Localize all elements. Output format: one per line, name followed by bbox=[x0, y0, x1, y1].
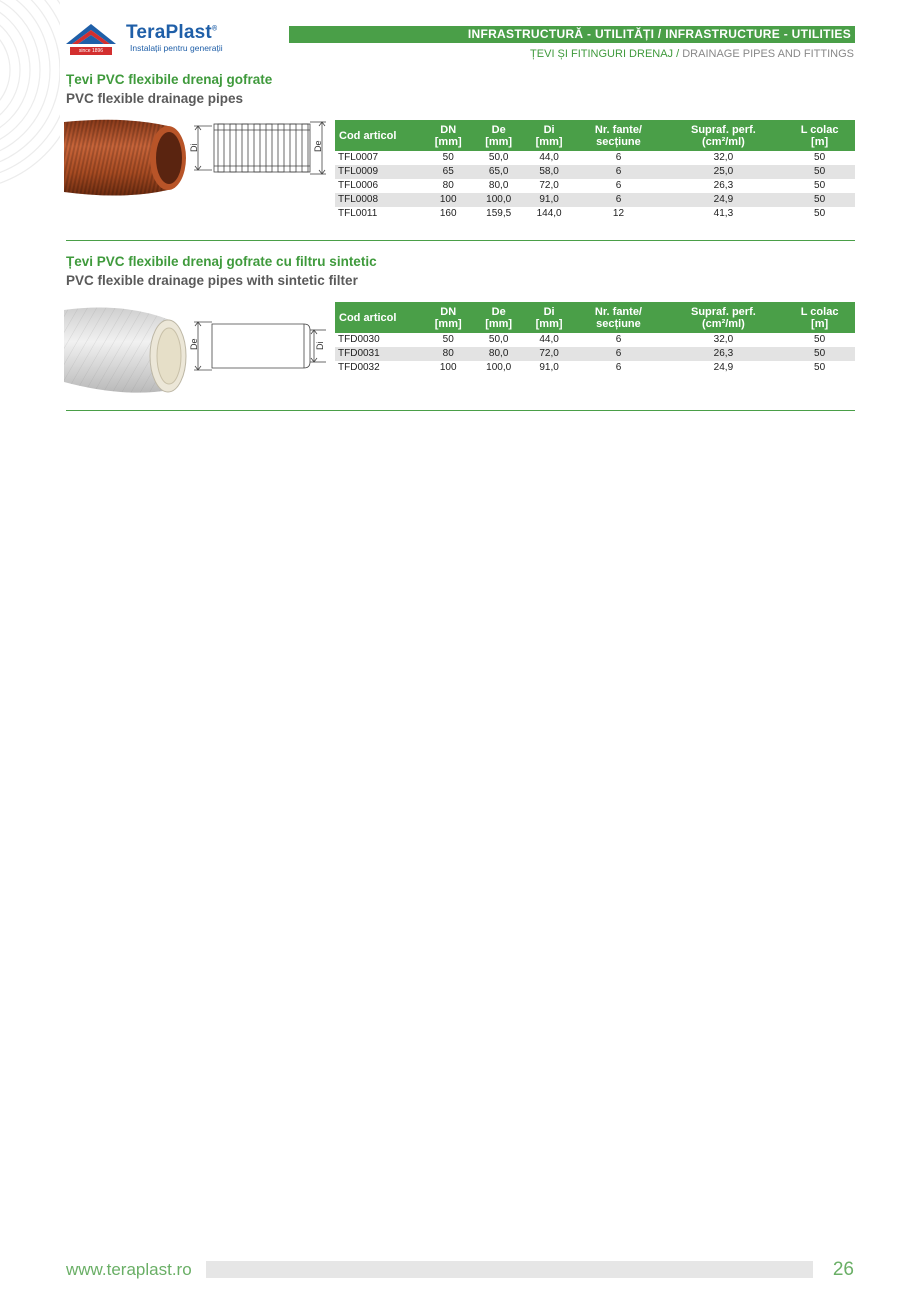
table-cell: 50 bbox=[814, 152, 826, 163]
drawing-label-di: Di bbox=[315, 341, 325, 350]
spec-table-section-1 bbox=[335, 120, 855, 221]
table-cell: 12 bbox=[612, 208, 625, 219]
table-cell: 50,0 bbox=[488, 152, 509, 163]
table-cell: 80 bbox=[423, 347, 473, 361]
footer-bar bbox=[206, 1261, 813, 1278]
table-cell: TFL0006 bbox=[338, 180, 379, 191]
table-header-cell: De [mm] bbox=[473, 120, 523, 151]
logo-tagline: Instalații pentru generații bbox=[130, 43, 223, 53]
table-cell: 44,0 bbox=[539, 334, 559, 345]
filter-pipe-photo bbox=[64, 300, 188, 396]
table-row bbox=[335, 193, 855, 207]
table-cell: 50 bbox=[814, 362, 826, 373]
table-cell: 50 bbox=[784, 165, 855, 179]
table-cell: 6 bbox=[615, 180, 622, 191]
table-header-cell: DN [mm] bbox=[423, 120, 473, 151]
table-cell: 26,3 bbox=[713, 180, 734, 191]
section-2-title-ro: Țevi PVC flexibile drenaj gofrate cu filtru sintetic bbox=[66, 254, 377, 269]
table-row bbox=[335, 151, 855, 165]
table-cell: 65,0 bbox=[473, 165, 523, 179]
table-cell: TFD0032 bbox=[338, 362, 380, 373]
table-header-cell: L colac [m] bbox=[784, 120, 855, 151]
table-cell: 100 bbox=[423, 193, 473, 207]
table-cell: 50 bbox=[814, 208, 826, 219]
table-cell: 41,3 bbox=[713, 208, 734, 219]
pipe-section-drawing bbox=[186, 120, 332, 176]
drawing-label-de: De bbox=[313, 140, 323, 152]
table-cell: 50 bbox=[814, 180, 826, 191]
table-cell: 160 bbox=[439, 208, 457, 219]
table-header-cell: DN [mm] bbox=[423, 302, 473, 333]
table-cell: 26,3 bbox=[663, 347, 785, 361]
category-title: INFRASTRUCTURĂ - UTILITĂȚI / INFRASTRUCTURE - UTILITIES bbox=[467, 27, 851, 41]
section-1-title-en: PVC flexible drainage pipes bbox=[66, 91, 244, 106]
table-header-cell: Cod articol bbox=[335, 302, 423, 333]
table-row bbox=[335, 361, 855, 375]
table-cell: 100,0 bbox=[473, 193, 523, 207]
table-cell: 24,9 bbox=[663, 193, 785, 207]
logo-since-badge: since 1896 bbox=[70, 47, 112, 55]
table-header-cell: L colac [m] bbox=[784, 302, 855, 333]
table-header-cell: Cod articol bbox=[335, 120, 423, 151]
section-2-title-en: PVC flexible drainage pipes with sintetic filter bbox=[66, 273, 358, 288]
table-cell: 72,0 bbox=[539, 180, 559, 191]
corrugated-pipe-photo bbox=[64, 116, 188, 198]
table-cell: 6 bbox=[574, 347, 662, 361]
table-cell: TFD0031 bbox=[335, 347, 423, 361]
spec-table-section-2 bbox=[335, 302, 855, 375]
table-cell: 91,0 bbox=[539, 362, 559, 373]
table-cell: 6 bbox=[615, 334, 622, 345]
category-header-bar bbox=[289, 26, 855, 43]
table-cell: 44,0 bbox=[539, 152, 559, 163]
table-cell: 72,0 bbox=[524, 347, 574, 361]
table-cell: 65 bbox=[423, 165, 473, 179]
table-row bbox=[335, 333, 855, 347]
footer-website-link[interactable]: www.teraplast.ro bbox=[66, 1260, 192, 1279]
section-1-title-ro: Țevi PVC flexibile drenaj gofrate bbox=[66, 72, 273, 87]
table-cell: 32,0 bbox=[713, 152, 734, 163]
table-cell: TFL0007 bbox=[338, 152, 379, 163]
table-header-cell: Di [mm] bbox=[524, 120, 574, 151]
table-cell: 91,0 bbox=[524, 193, 574, 207]
table-cell: TFL0011 bbox=[338, 208, 378, 219]
table-header-cell: Supraf. perf. (cm²/ml) bbox=[663, 302, 785, 333]
table-header-cell: Di [mm] bbox=[524, 302, 574, 333]
table-row bbox=[335, 347, 855, 361]
table-cell: 25,0 bbox=[663, 165, 785, 179]
drawing-label-de: De bbox=[189, 338, 199, 350]
subcategory-title: ȚEVI ȘI FITINGURI DRENAJ / DRAINAGE PIPES AND FITTINGS bbox=[530, 48, 854, 60]
table-cell: 80,0 bbox=[473, 347, 523, 361]
section-divider bbox=[66, 240, 855, 241]
table-cell: 50 bbox=[442, 334, 454, 345]
table-row bbox=[335, 207, 855, 221]
table-cell: 6 bbox=[615, 362, 622, 373]
logo-wordmark: TeraPlast® bbox=[126, 22, 218, 43]
decorative-arcs bbox=[0, 0, 60, 190]
table-cell: 6 bbox=[574, 165, 662, 179]
table-cell: 80 bbox=[442, 180, 454, 191]
table-cell: 6 bbox=[574, 193, 662, 207]
table-cell: 6 bbox=[615, 152, 622, 163]
table-cell: 50 bbox=[784, 347, 855, 361]
table-cell: 50,0 bbox=[488, 334, 509, 345]
table-row bbox=[335, 179, 855, 193]
filter-pipe-section-drawing bbox=[186, 318, 332, 374]
teraplast-logo[interactable] bbox=[66, 22, 236, 56]
table-cell: 58,0 bbox=[524, 165, 574, 179]
table-header-cell: Supraf. perf. (cm²/ml) bbox=[663, 120, 785, 151]
table-header-cell: Nr. fante/ secțiune bbox=[574, 302, 662, 333]
page-number: 26 bbox=[832, 1259, 854, 1280]
table-cell: 24,9 bbox=[713, 362, 734, 373]
table-cell: 100,0 bbox=[486, 362, 512, 373]
table-cell: TFD0030 bbox=[338, 334, 380, 345]
section-divider bbox=[66, 410, 855, 411]
table-cell: 50 bbox=[442, 152, 454, 163]
table-header-cell: Nr. fante/ secțiune bbox=[574, 120, 662, 151]
table-cell: 144,0 bbox=[536, 208, 562, 219]
table-cell: TFL0009 bbox=[335, 165, 423, 179]
table-row bbox=[335, 165, 855, 179]
table-cell: 50 bbox=[784, 193, 855, 207]
table-cell: 32,0 bbox=[713, 334, 734, 345]
table-cell: 100 bbox=[439, 362, 457, 373]
table-header-cell: De [mm] bbox=[473, 302, 523, 333]
table-cell: 50 bbox=[814, 334, 826, 345]
table-cell: 159,5 bbox=[486, 208, 512, 219]
table-cell: TFL0008 bbox=[335, 193, 423, 207]
table-cell: 80,0 bbox=[488, 180, 509, 191]
drawing-label-di: Di bbox=[189, 143, 199, 152]
